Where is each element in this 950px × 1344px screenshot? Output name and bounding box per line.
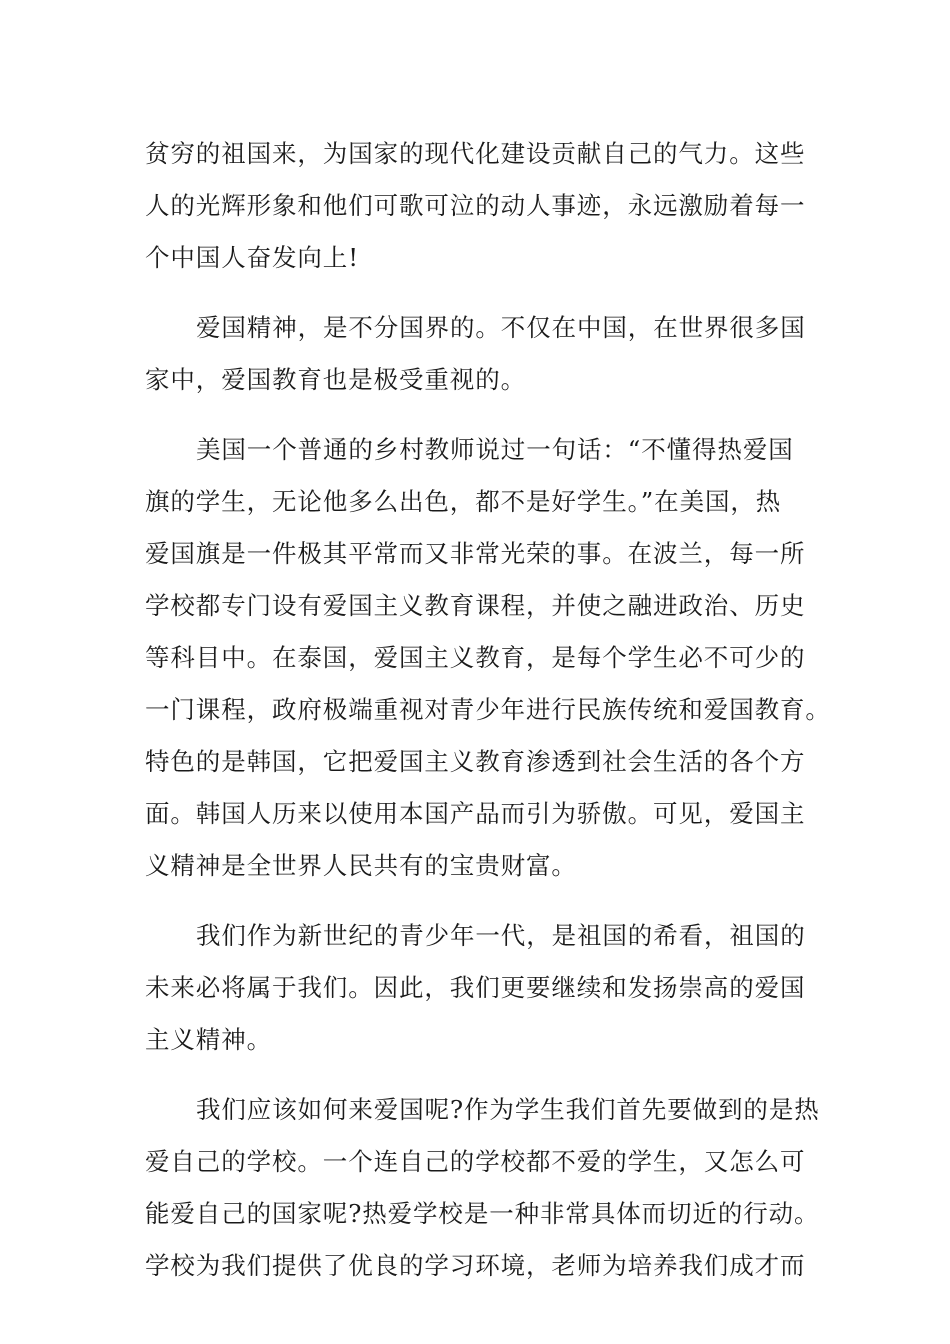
text-line: 旗的学生，无论他多么出色，都不是好学生。”在美国，热 [145, 487, 782, 516]
text-line: 主义精神。 [145, 1025, 272, 1054]
text-line: 面。韩国人历来以使用本国产品而引为骄傲。可见，爱国主 [145, 799, 806, 828]
paragraph-1 [145, 128, 806, 284]
text-line: 能爱自己的国家呢?热爱学校是一种非常具体而切近的行动。 [145, 1199, 820, 1228]
text-line: 我们应该如何来爱国呢?作为学生我们首先要做到的是热 [196, 1095, 820, 1124]
text-line: 学校都专门设有爱国主义教育课程，并使之融进政治、历史 [145, 591, 806, 620]
text-line: 家中，爱国教育也是极受重视的。 [145, 365, 526, 394]
text-line: 一门课程，政府极端重视对青少年进行民族传统和爱国教育。 [145, 695, 831, 724]
text-line: 未来必将属于我们。因此，我们更要继续和发扬崇高的爱国 [145, 973, 806, 1002]
paragraph-2 [145, 302, 806, 406]
paragraph-3 [145, 424, 831, 892]
text-line: 我们作为新世纪的青少年一代，是祖国的希看，祖国的 [196, 921, 806, 950]
text-line: 人的光辉形象和他们可歌可泣的动人事迹，永远激励着每一 [145, 191, 806, 220]
text-line: 爱国精神，是不分国界的。不仅在中国，在世界很多国 [196, 313, 806, 342]
text-line: 特色的是韩国，它把爱国主义教育渗透到社会生活的各个方 [145, 747, 806, 776]
text-line: 义精神是全世界人民共有的宝贵财富。 [145, 851, 577, 880]
text-line: 美国一个普通的乡村教师说过一句话：“不懂得热爱国 [196, 435, 794, 464]
text-line: 等科目中。在泰国，爱国主义教育，是每个学生必不可少的 [145, 643, 806, 672]
document-body [145, 128, 831, 1310]
text-line: 爱自己的学校。一个连自己的学校都不爱的学生，又怎么可 [145, 1147, 806, 1176]
text-line: 个中国人奋发向上! [145, 243, 359, 272]
paragraph-4 [145, 910, 806, 1066]
text-line: 学校为我们提供了优良的学习环境，老师为培养我们成才而 [145, 1251, 806, 1280]
text-line: 贫穷的祖国来，为国家的现代化建设贡献自己的气力。这些 [145, 139, 806, 168]
paragraph-5 [145, 1084, 820, 1292]
text-line: 爱国旗是一件极其平常而又非常光荣的事。在波兰，每一所 [145, 539, 806, 568]
